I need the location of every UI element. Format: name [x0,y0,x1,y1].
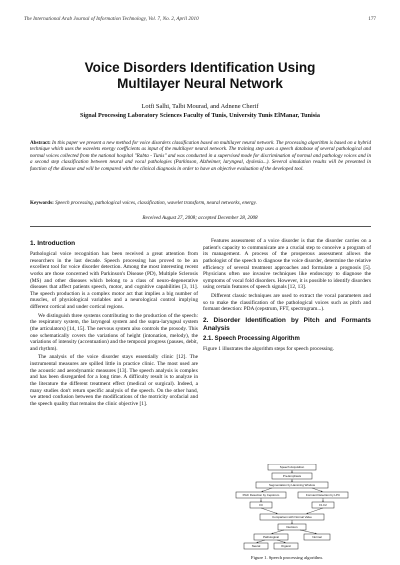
title-line-2: Multilayer Neural Network [117,76,283,91]
author-list: Lotfi Salhi, Talbi Mourad, and Adnene Cherif [141,103,259,110]
label-f1-f2: F1 F2 [319,503,327,508]
label-pitch-detection: Pitch Detection by Cepstrum [242,493,280,498]
section-2-heading: 2. Disorder Identification by Pitch and Formants Analysis [203,316,371,332]
label-speech-acquisition: Speech Acquisition [279,465,305,470]
label-segmentation: Segmentation by Hamming Window [269,483,315,488]
section-2-1-heading: 2.1. Speech Processing Algorithm [203,335,300,342]
label-neural: Neural [251,544,261,549]
figure-1-caption: Figure 1. Speech processing algorithm. [251,555,323,560]
intro-paragraph-1: Pathological voice recognition has been received a great attention from researchers in the last decade. Speech processing has proved to be an excellent tool for voice disorder detection. Among the most interesting recent works are those concerned with Parkinson's Disease (PD), Multiple Sclerosis (MS) and other diseases which belong to a class of neuro-degenerative diseases that affect patients speech, motor, and cognitive capabilities [3, 11]. The speech production is a complex motor act that implies a big number of muscles, of physiological variables and a neurological control implying different cortical and under cortical regions. [30,251,198,310]
speech-processing-flowchart [232,464,352,550]
running-header [24,16,376,22]
intro-paragraph-2: We distinguish three systems contributing to the production of the speech: the respiratory system, the laryngeal system and the supra-laryngeal system (the articulators) [14, 15]. The nervous system also controls the prosody. This one schematically covers the variations of height (intonation, melody), the variations of intensity (accentuation) and the temporal progress (pauses, debit, and rhythm). [30,312,198,352]
left-column [30,238,198,409]
right-column [203,238,371,355]
header-divider [30,226,371,227]
right-paragraph-1: Features assessment of a voice disorder is that the disorder carries on a patient's capacity to communicate are a crucial step to conceive a program of its management. A process of the prosperous assessment allows the pathologist of the speech to diagnose the voice disorder, determine the relative efficiency of several treatment approaches and formulate a prognosis [5]. Physicians often use invasive techniques like endoscopy to diagnose the symptoms of vocal fold disorders. However, it is possible to identify disorders using certain features of speech signals [12, 13]. [203,238,371,291]
keywords [30,200,371,206]
label-formant-detection: Formant Detection by LPC [305,493,341,498]
abstract-text: In this paper we present a new method for voice disorders classification based on multilayer neural network. The processing algorithm is based on a hybrid technique which uses the wavelets energy coefficients as input of the multilayer neural network. The training step uses a speech database of several pathological and normal voices collected from the national hospital "Rabta - Tunis" and was conducted in a supervised mode for discrimination of normal and pathology voices and in a second step classification between neural and vocal pathologies (Parkinson, Alzheimer, laryngeal, dyslexia...). Several simulation results will be presented in function of the disease and will be compared with the clinical diagnosis in order to have an objective evaluation of the developed tool. [30,140,372,172]
page-number: 177 [368,16,376,22]
label-pathological: Pathological [263,535,279,540]
right-paragraph-2: Different classic techniques are used to extract the vocal parameters and so to make the classification of the pathological voices such as pitch and formant detection: PDA (cepstrum, FFT, spectrogram...). [203,293,371,313]
label-pre-emphasis: Pre-Emphasis [282,474,302,479]
label-f0: F0 [259,503,263,508]
intro-paragraph-3: The analysis of the voice disorder stays essentially clinic [12]. The instrumental measures are spilled little in practice clinic. The most used are the acoustic and aerodynamic measures [13]. The speech analysis is complex and has been disregarded for a long time. A difficulty result is to analyze in the literature the different treatment effect (medical or surgical). Indeed, a many studies don't return specific analysis of the speech. On the other hand, we attend confusion between the modifications of the motricity orofacial and the speech quality that remains the clinic objective [1]. [30,354,198,407]
keywords-label: Keywords: [30,200,54,206]
received-dates: Received August 27, 2008; accepted December 28, 2008 [142,215,258,221]
title-line-1: Voice Disorders Identification Using [84,60,316,75]
abstract-label: Abstract: [30,140,51,146]
journal-reference: The International Arab Journal of Information Technology, Vol. 7, No. 2, April 2010 [24,16,199,22]
paper-title [0,60,400,92]
abstract [30,140,371,172]
label-decision: Decision [286,525,298,530]
right-paragraph-3: Figure 1 illustrates the algorithm steps for speech processing. [203,346,335,353]
section-1-heading: 1. Introduction [30,240,76,247]
label-organic: Organic [280,544,292,549]
label-comparison: Comparison with Normal Value [272,515,312,520]
affiliation: Signal Processing Laboratory Sciences Faculty of Tunis, University Tunis ElManar, Tunisia [80,112,320,119]
keywords-text: Speech processing, pathological voices, classification, wavelet transform, neural networks, energy. [55,200,257,206]
label-normal: Normal [312,535,322,540]
